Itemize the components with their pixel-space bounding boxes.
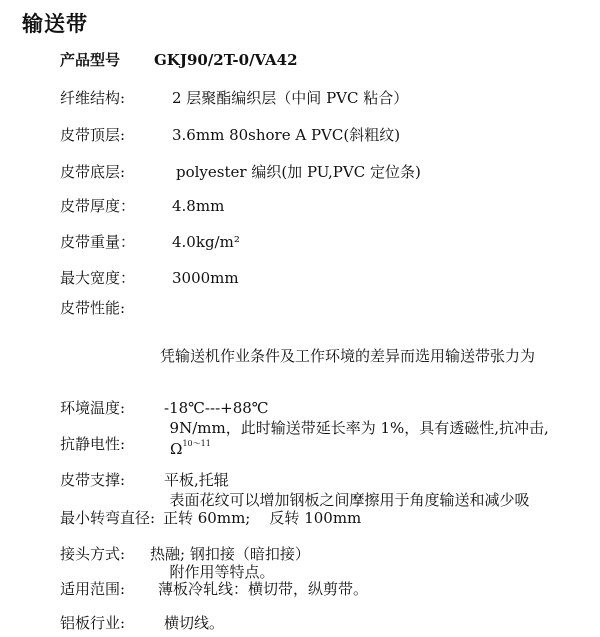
- joint-value: 热融; 钢扣接（暗扣接）: [150, 545, 310, 563]
- industry-value: 横切线。: [164, 614, 225, 632]
- spec-value: polyester 编织(加 PU,PVC 定位条): [176, 163, 421, 181]
- performance-line: 附作用等特点。: [160, 563, 275, 581]
- spec-value: 3.6mm 80shore A PVC(斜粗纹): [172, 126, 401, 144]
- temperature-label: 环境温度:: [60, 399, 126, 417]
- spec-label: 皮带底层:: [60, 163, 126, 181]
- scope-value: 薄板冷轧线：横切带，纵剪带。: [158, 580, 369, 598]
- performance-label: 皮带性能:: [60, 299, 126, 317]
- model-label: 产品型号: [60, 51, 121, 69]
- antistatic-label: 抗静电性:: [60, 435, 126, 453]
- spec-label: 皮带顶层:: [60, 126, 126, 144]
- performance-line: 表面花纹可以增加钢板之间摩擦用于角度输送和减少吸: [160, 491, 530, 509]
- antistatic-value: [170, 433, 211, 460]
- bend-value: 正转 60mm; 反转 100mm: [163, 509, 362, 527]
- page-title: 输送带: [22, 12, 88, 36]
- model-value: GKJ90/2T-0/VA42: [154, 51, 298, 69]
- spec-value: 4.8mm: [172, 197, 225, 215]
- bend-label: 最小转弯直径:: [60, 509, 156, 527]
- spec-label: 纤维结构:: [60, 89, 126, 107]
- support-label: 皮带支撑:: [60, 471, 126, 489]
- spec-value: 2 层聚酯编织层（中间 PVC 粘合）: [172, 89, 409, 107]
- industry-label: 铝板行业:: [60, 614, 126, 632]
- antistatic-exponent: 10～11: [182, 439, 211, 448]
- spec-value: 3000mm: [172, 269, 239, 287]
- spec-value: 4.0kg/m²: [172, 233, 240, 251]
- ohm-symbol: Ω: [170, 440, 183, 458]
- performance-line: 凭输送机作业条件及工作环境的差异而选用输送带张力为: [160, 347, 536, 365]
- joint-label: 接头方式:: [60, 545, 126, 563]
- spec-label: 最大宽度：: [60, 269, 136, 287]
- temperature-value: -18℃---+88℃: [164, 399, 269, 417]
- performance-line: 9N/mm，此时输送带延长率为 1%，具有透磁性,抗冲击,: [160, 419, 549, 437]
- scope-label: 适用范围:: [60, 580, 126, 598]
- support-value: 平板,托辊: [164, 471, 229, 489]
- spec-label: 皮带厚度：: [60, 197, 136, 215]
- spec-label: 皮带重量：: [60, 233, 136, 251]
